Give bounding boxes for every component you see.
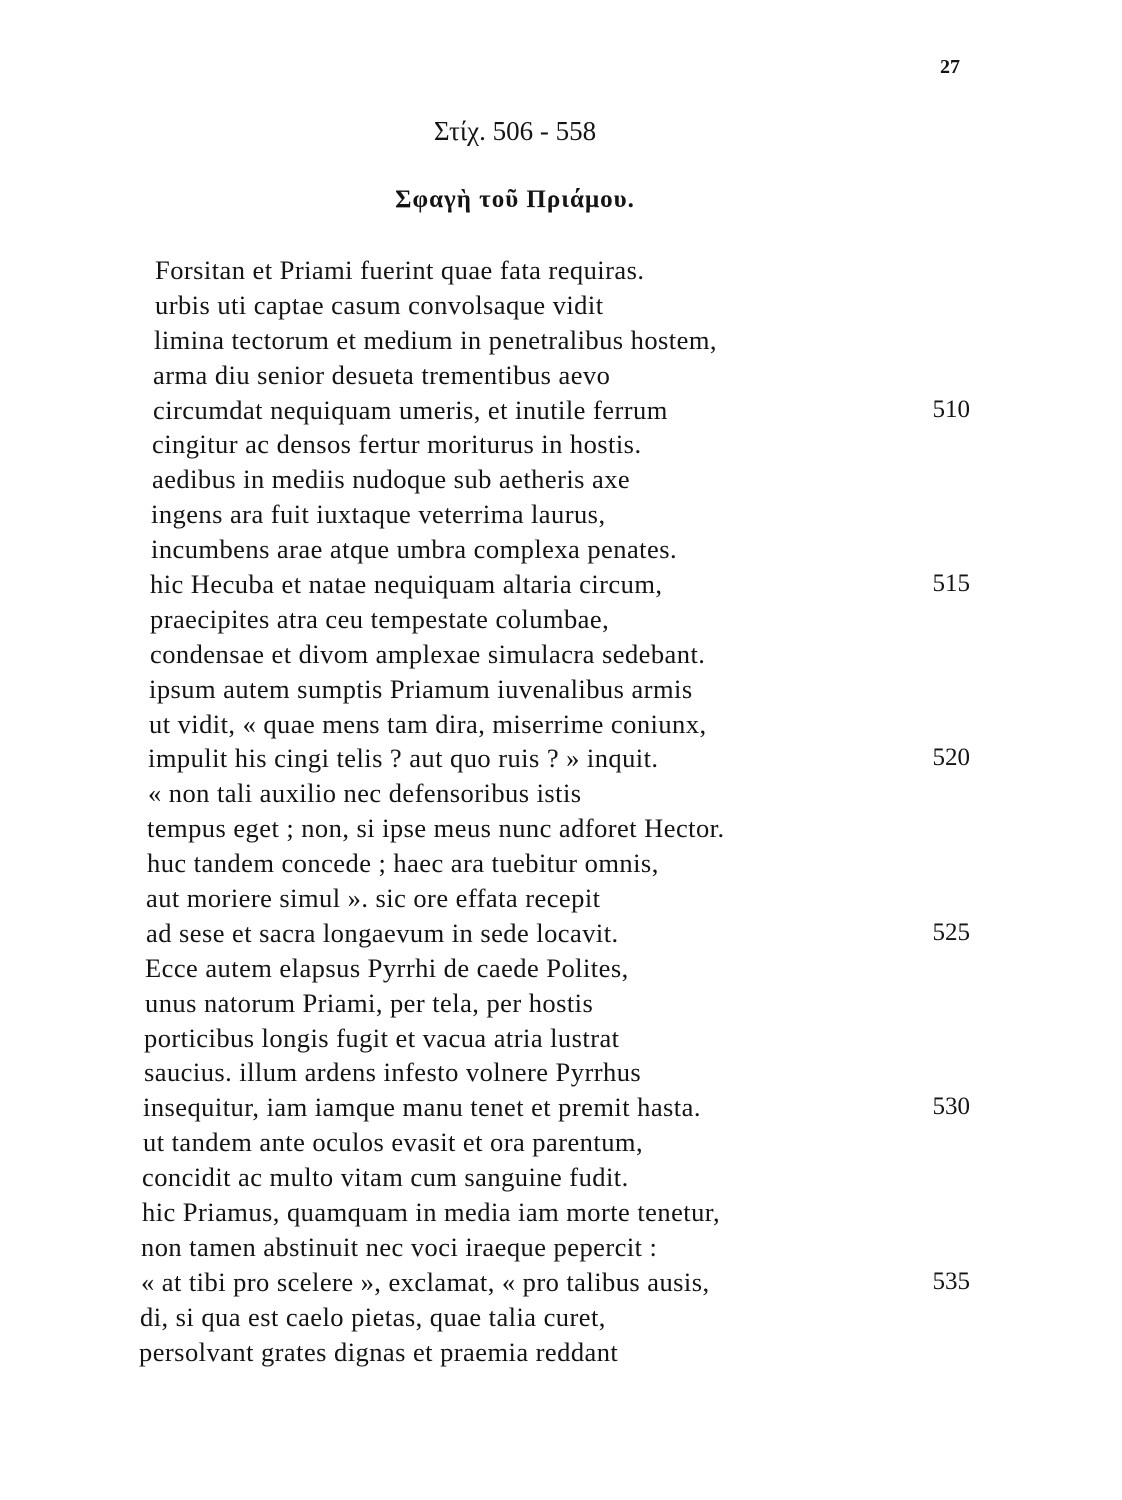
verse-range-heading: Στίχ. 506 - 558 [433,116,597,146]
section-title: Σφαγὴ τοῦ Πριάμου. [395,186,635,213]
line-text: limina tectorum et medium in penetralibus hostem, [154,324,717,355]
line-text: ut vidit, « quae mens tam dira, miserrime coniunx, [149,708,707,739]
poem-line [0,393,1122,428]
poem-line [0,1055,1122,1090]
line-text: ipsum autem sumptis Priamum iuvenalibus armis [149,673,693,704]
line-text: hic Priamus, quamquam in media iam morte tenetur, [142,1197,721,1228]
line-text: circumdat nequiquam umeris, et inutile ferrum [153,394,668,425]
page-number: 27 [940,56,960,78]
line-text: urbis uti captae casum convolsaque vidit [155,289,604,320]
line-number: 510 [932,395,970,423]
poem-line [0,672,1122,707]
poem-line [0,1300,1122,1335]
poem-line [0,602,1122,637]
poem-line [0,811,1122,846]
poem-line [0,707,1122,742]
line-text: tempus eget ; non, si ipse meus nunc adforet Hector. [147,813,725,844]
poem-line [0,986,1122,1021]
poem-line [0,1335,1122,1370]
line-text: huc tandem concede ; haec ara tuebitur omnis, [147,848,659,879]
poem-line [0,881,1122,916]
line-text: arma diu senior desueta trementibus aevo [153,359,611,390]
line-text: aedibus in mediis nudoque sub aetheris axe [152,464,631,495]
line-text: praecipites atra ceu tempestate columbae, [150,603,610,634]
poem-lines [0,253,1122,1370]
line-number: 515 [932,570,970,598]
poem-line [0,1265,1122,1300]
line-text: insequitur, iam iamque manu tenet et premit hasta. [143,1092,701,1123]
line-text: cingitur ac densos fertur moriturus in hostis. [152,429,642,460]
poem-line [0,253,1122,288]
poem-line [0,637,1122,672]
poem-line [0,1090,1122,1125]
poem-line [0,916,1122,951]
line-text: incumbens arae atque umbra complexa penates. [151,534,678,565]
line-text: condensae et divom amplexae simulacra sedebant. [150,638,706,669]
line-text: impulit his cingi telis ? aut quo ruis ? » inquit. [148,743,659,774]
line-text: Forsitan et Priami fuerint quae fata requiras. [155,255,645,285]
line-text: saucius. illum ardens infesto volnere Pyrrhus [144,1057,642,1088]
poem-line [0,776,1122,811]
line-number: 530 [932,1093,970,1121]
line-text: ingens ara fuit iuxtaque veterrima laurus, [151,499,606,530]
line-text: non tamen abstinuit nec voci iraeque pepercit : [141,1231,658,1262]
poem-line [0,846,1122,881]
line-text: porticibus longis fugit et vacua atria lustrat [144,1022,620,1053]
poem-line [0,951,1122,986]
line-text: « at tibi pro scelere », exclamat, « pro talibus ausis, [141,1266,710,1297]
line-text: concidit ac multo vitam cum sanguine fudit. [142,1162,629,1193]
line-text: « non tali auxilio nec defensoribus istis [148,778,582,809]
line-number: 525 [932,918,970,946]
line-text: di, si qua est caelo pietas, quae talia curet, [140,1301,606,1332]
poem-line [0,462,1122,497]
poem-line [0,497,1122,532]
line-text: Ecce autem elapsus Pyrrhi de caede Polites, [145,952,629,983]
line-text: ut tandem ante oculos evasit et ora parentum, [143,1127,644,1158]
poem-line [0,1160,1122,1195]
line-number: 535 [932,1267,970,1295]
poem-line [0,532,1122,567]
poem-line [0,741,1122,776]
poem-line [0,1195,1122,1230]
poem-line [0,1230,1122,1265]
line-text: ad sese et sacra longaevum in sede locavit. [146,917,619,948]
line-number: 520 [932,744,970,772]
poem-line [0,567,1122,602]
line-text: unus natorum Priami, per tela, per hostis [145,987,594,1018]
poem-line [0,427,1122,462]
poem-line [0,1021,1122,1056]
poem-line [0,288,1122,323]
poem-line [0,1125,1122,1160]
line-text: aut moriere simul ». sic ore effata recepit [146,883,601,914]
line-text: hic Hecuba et natae nequiquam altaria circum, [150,569,663,600]
line-text: persolvant grates dignas et praemia reddant [139,1336,619,1367]
poem-line [0,323,1122,358]
poem-line [0,358,1122,393]
